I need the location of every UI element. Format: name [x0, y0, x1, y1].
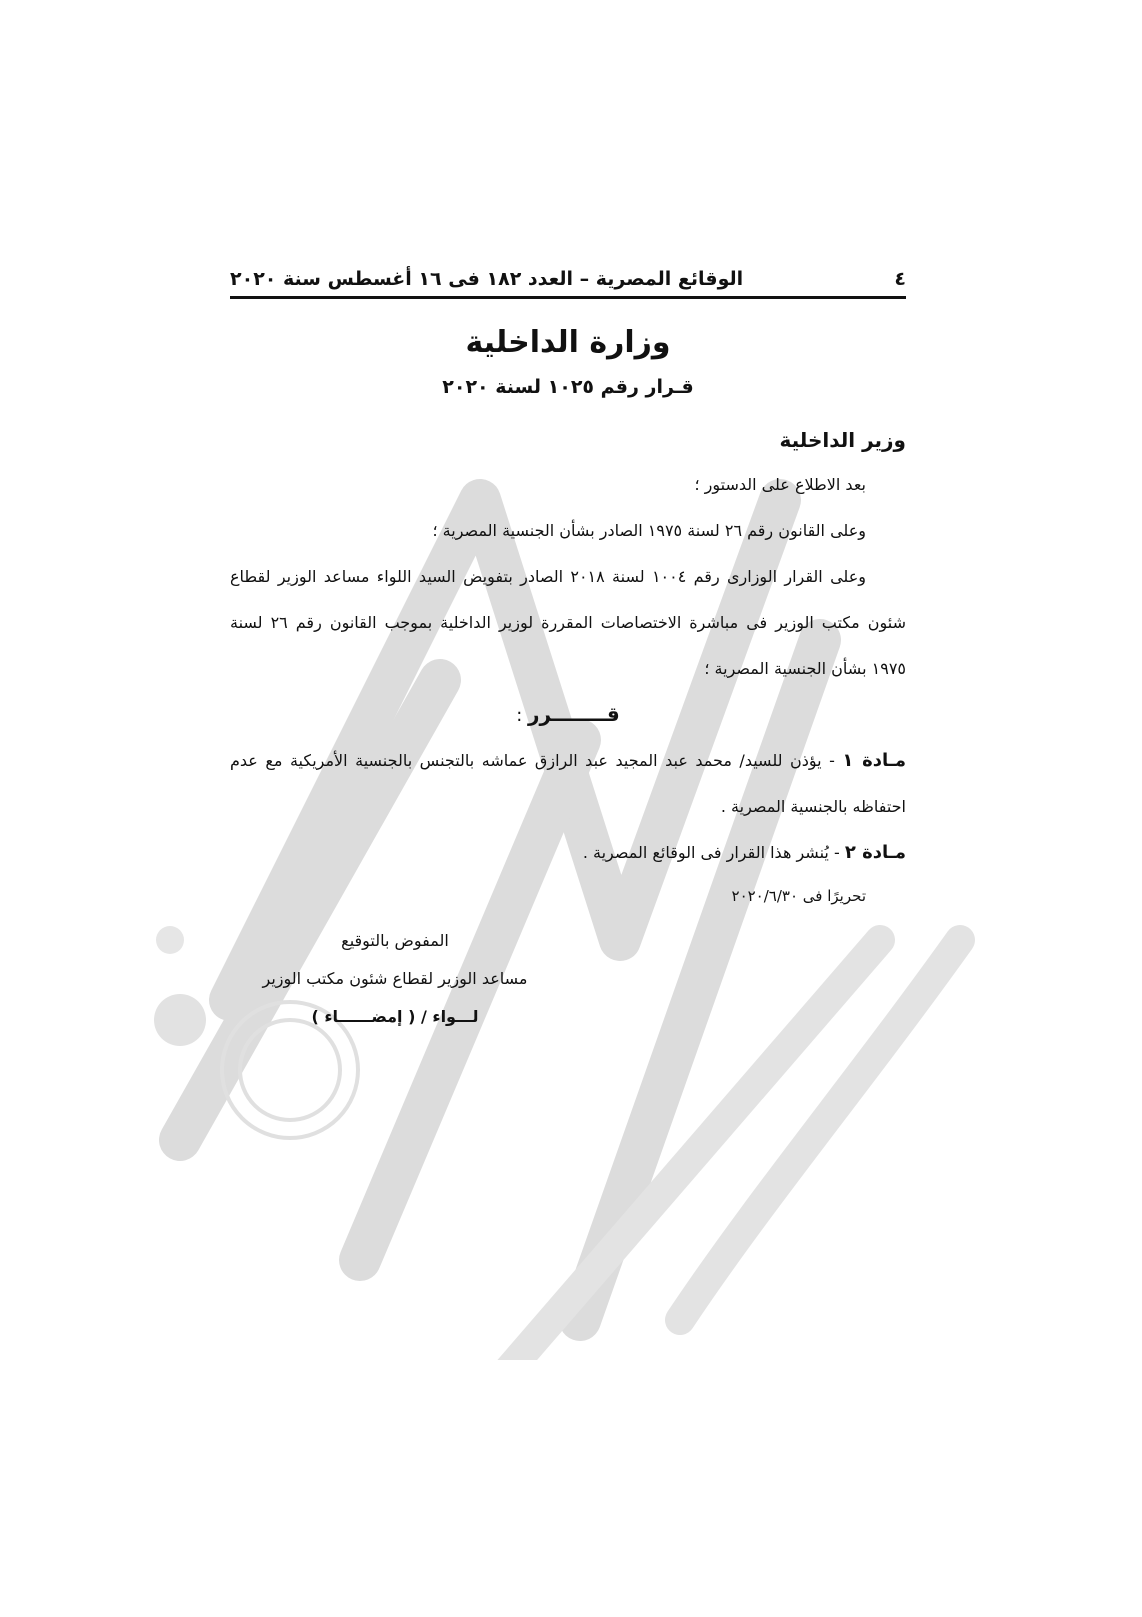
issue-date: تحريرًا فى ٢٠٢٠/٦/٣٠ [731, 887, 866, 905]
ministry-title: وزارة الداخلية [465, 325, 671, 360]
signature-block [230, 922, 560, 1036]
article-1 [230, 738, 906, 830]
decided-word: قــــــــرر [528, 702, 620, 726]
decided-heading [230, 692, 906, 738]
signature-position: مساعد الوزير لقطاع شئون مكتب الوزير [262, 969, 528, 988]
gazette-issue-title: الوقائع المصرية – العدد ١٨٢ فى ١٦ أغسطس سنة ٢٠٢٠ [230, 268, 744, 290]
decided-colon: : [516, 705, 529, 726]
running-header [230, 250, 906, 290]
article-2-text: - يُنشر هذا القرار فى الوقائع المصرية . [582, 843, 845, 862]
preamble-constitution: بعد الاطلاع على الدستور ؛ [694, 475, 866, 494]
decree-title: قـرار رقم ١٠٢٥ لسنة ٢٠٢٠ [442, 376, 694, 398]
signature-sign: ( إمضــــــاء ) [311, 1007, 416, 1026]
signature-authorized: المفوض بالتوقيع [341, 931, 449, 950]
header-rule [230, 296, 906, 299]
article-1-text: - يؤذن للسيد/ محمد عبد المجيد عبد الرازق عماشه بالتجنس بالجنسية الأمريكية مع عدم احتفاظه بالجنسية المصرية . [230, 751, 906, 816]
article-2 [230, 830, 906, 876]
issuer-title: وزير الداخلية [779, 428, 906, 452]
page-number: ٤ [894, 268, 906, 290]
article-2-label: مـادة ٢ [844, 842, 906, 863]
signature-rank: لـــواء / [415, 1007, 479, 1026]
preamble-law: وعلى القانون رقم ٢٦ لسنة ١٩٧٥ الصادر بشأن الجنسية المصرية ؛ [432, 521, 866, 540]
preamble-ministerial-decree: وعلى القرار الوزارى رقم ١٠٠٤ لسنة ٢٠١٨ الصادر بتفويض السيد اللواء مساعد الوزير لقطاع شئون مكتب الوزير فى مباشرة الاختصاصات المقررة لوزير الداخلية بموجب القانون رقم ٢٦ لسنة ١٩٧٥ بشأن الجنسية المصرية ؛ [230, 567, 907, 678]
signature-line [230, 998, 560, 1036]
article-1-label: مـادة ١ [842, 750, 906, 771]
document-body [230, 250, 906, 1036]
